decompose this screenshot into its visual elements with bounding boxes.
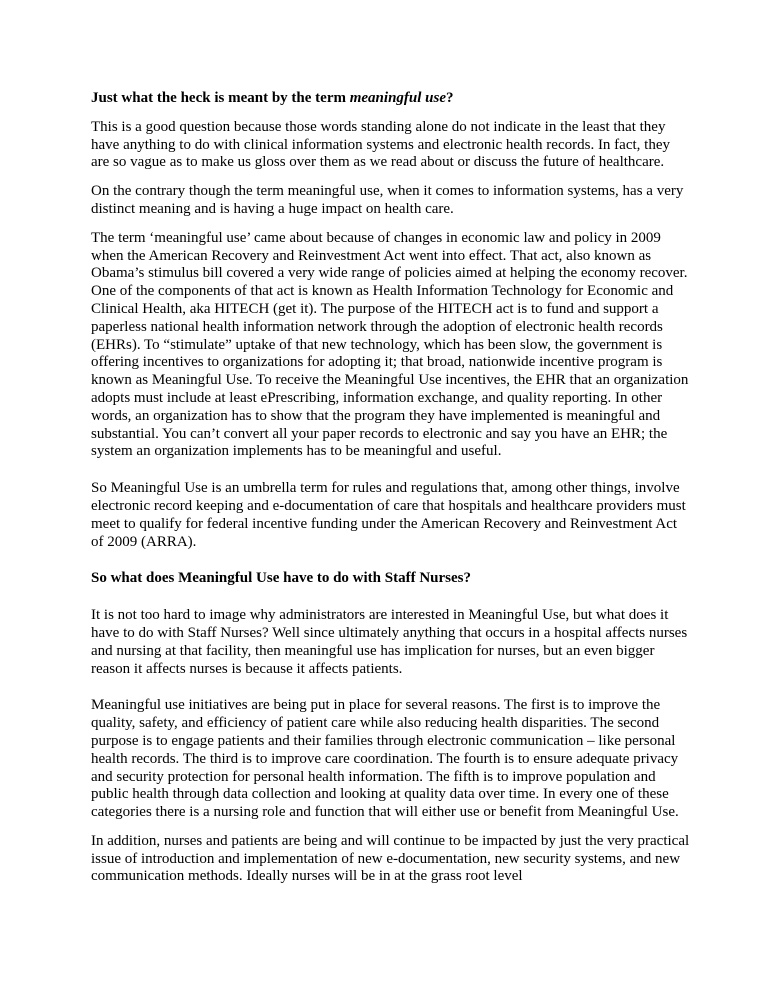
paragraph-distinct-meaning: On the contrary though the term meaningful use, when it comes to information systems, has a very distinct meaning and is having a huge impact on health care. [91,183,684,217]
heading-staff-nurses: So what does Meaningful Use have to do with Staff Nurses? [91,570,472,587]
paragraph-initiatives: Meaningful use initiatives are being put in place for several reasons. The first is to improve the quality, safety, and efficiency of patient care while also reducing health disparities. The second purpose is to engage patients and their families through electronic communication – like personal health records. The third is to improve care coordination. The fourth is to ensure adequate privacy and security protection for personal health information. The fifth is to improve population and public health through data collection and looking at quality data over time. In every one of these categories there is a nursing role and function that will either use or benefit from Meaningful Use. [91,697,679,821]
document-page [91,90,691,886]
paragraph-intro: This is a good question because those words standing alone do not indicate in the least that they have anything to do with clinical information systems and electronic health records. In fact, they are so vague as to make us gloss over them as we read about or discuss the future of healthcare. [91,118,670,171]
heading-emphasis: meaningful use [349,90,447,106]
paragraph-origin: The term ‘meaningful use’ came about because of changes in economic law and policy in 2009 when the American Recovery and Reinvestment Act went into effect. That act, also known as Obama’s stimulus bill covered a very wide range of policies aimed at helping the economy recover. One of the components of that act is known as Health Information Technology for Economic and Clinical Health, aka HITECH (get it). The purpose of the HITECH act is to fund and support a paperless national health information network through the adoption of electronic health records (EHRs). To “stimulate” uptake of that new technology, which has been slow, the government is offering incentives to organizations for adopting it; that broad, nationwide incentive program is known as Meaningful Use. To receive the Meaningful Use incentives, the EHR that an organization adopts must include at least ePrescribing, information exchange, and quality reporting. In other words, an organization has to show that the program they have implemented is meaningful and substantial. You can’t convert all your paper records to electronic and say you have an EHR; the system an organization implements has to be meaningful and useful. [91,229,689,460]
heading-meaningful-use [91,90,691,108]
paragraph-umbrella-term: So Meaningful Use is an umbrella term for rules and regulations that, among other things, involve electronic record keeping and e-documentation of care that hospitals and healthcare providers must meet to qualify for federal incentive funding under the American Recovery and Reinvestment Act of 2009 (ARRA). [91,480,686,550]
heading-text-before: Just what the heck is meant by the term [91,90,350,106]
heading-text-after: ? [446,90,454,106]
paragraph-in-addition: In addition, nurses and patients are being and will continue to be impacted by just the very practical issue of introduction and implementation of new e-documentation, new security systems, and new communication methods. Ideally nurses will be in at the grass root level [91,832,690,885]
paragraph-administrators: It is not too hard to image why administrators are interested in Meaningful Use, but what does it have to do with Staff Nurses? Well since ultimately anything that occurs in a hospital affects nurses and nursing at that facility, then meaningful use has implication for nurses, but an even bigger reason it affects nurses is because it affects patients. [91,607,688,677]
